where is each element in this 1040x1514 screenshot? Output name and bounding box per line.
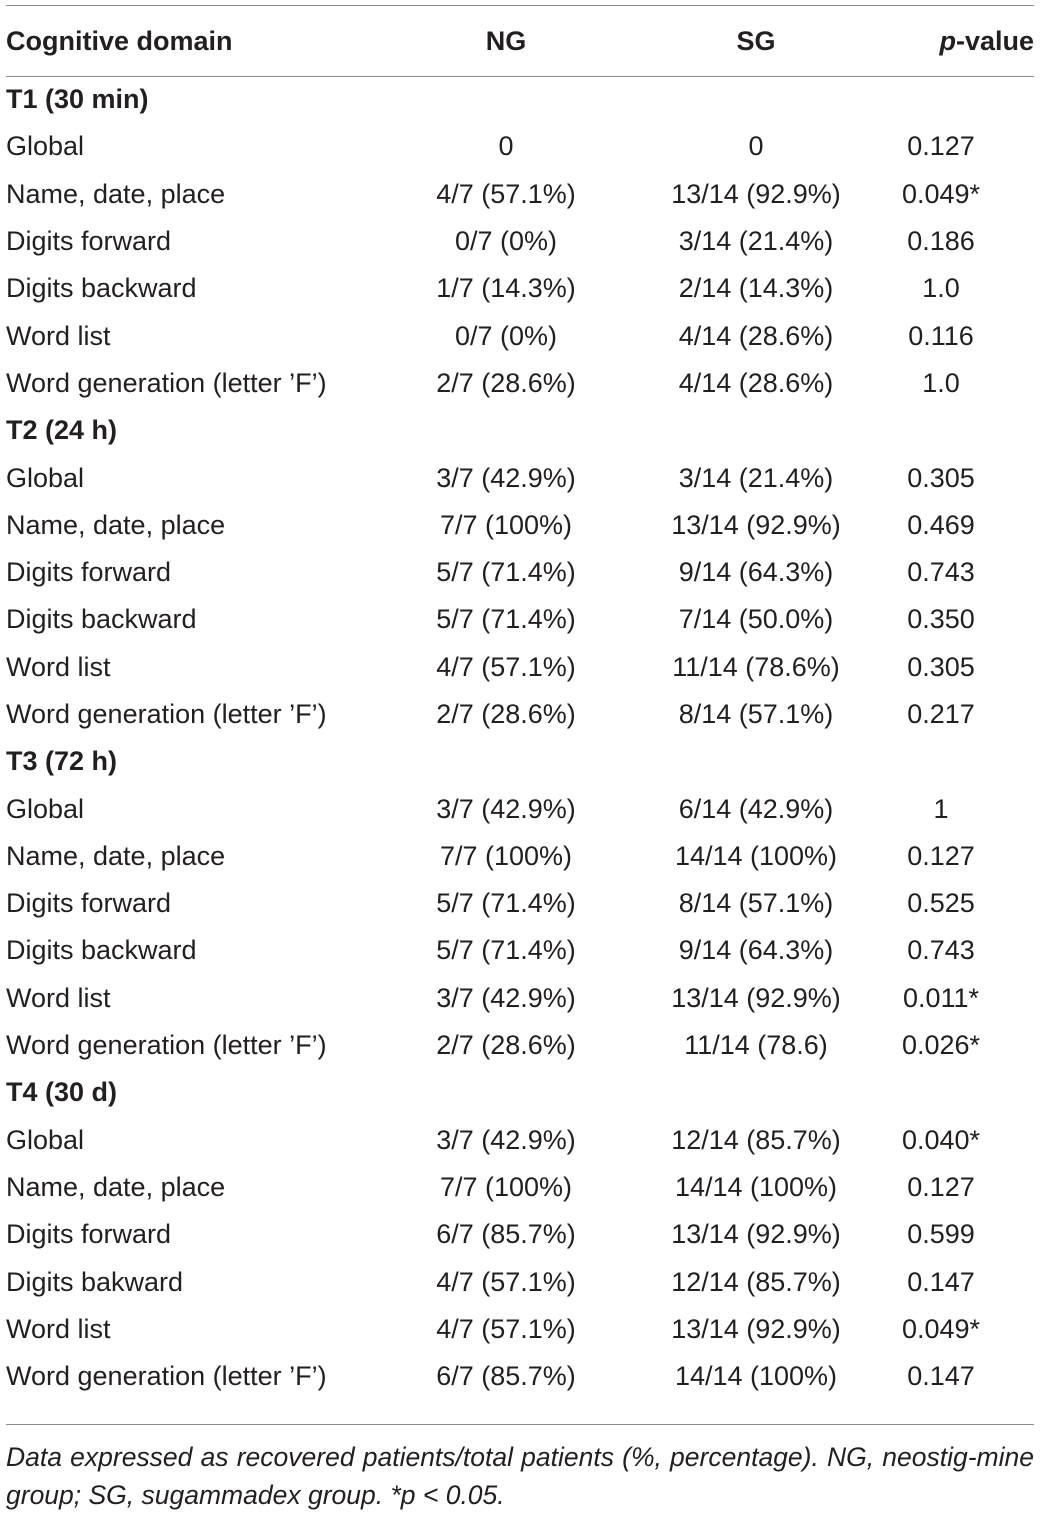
p-value-text: 0.011* (902, 982, 980, 1013)
table-row (6, 454, 1034, 501)
table-body (6, 76, 1034, 1400)
table-footnote: Data expressed as recovered patients/total patients (%, percentage). NG, neostig-mine group; SG, sugammadex group. *p < 0.05. (6, 1442, 1034, 1510)
cell-ng: 0/7 (0%) (454, 320, 558, 351)
cell-sg: 3/14 (21.4%) (678, 226, 834, 257)
cell-sg: 11/14 (78.6) (684, 1030, 828, 1061)
cell-domain: Word list (6, 1313, 111, 1344)
cell-domain: Digits backward (6, 604, 197, 635)
cell-p-value (896, 218, 1034, 265)
cell-ng: 4/7 (57.1%) (436, 1313, 576, 1344)
cell-sg: 13/14 (92.9%) (671, 982, 841, 1013)
cell-sg: 11/14 (78.6%) (672, 651, 840, 682)
cell-p-value (896, 454, 1034, 501)
cell-ng: 2/7 (28.6%) (436, 1030, 576, 1061)
cell-sg: 13/14 (92.9%) (671, 1219, 841, 1250)
cell-p-value (896, 1164, 1034, 1211)
cognitive-recovery-table (6, 6, 1034, 1400)
header-p-italic: p (939, 25, 956, 56)
cell-p-value (896, 880, 1034, 927)
table-row (6, 1117, 1034, 1164)
table-row (6, 312, 1034, 359)
cell-ng: 3/7 (42.9%) (436, 1124, 576, 1155)
table-row (6, 691, 1034, 738)
cell-domain: Digits bakward (6, 1266, 184, 1297)
cell-p-value (896, 123, 1034, 170)
p-value-text: 0.743 (907, 557, 975, 588)
p-value-text: 0.049* (901, 1313, 981, 1344)
p-value-text: 0.469 (907, 509, 975, 540)
cell-sg: 4/14 (28.6%) (678, 367, 834, 398)
cell-sg: 12/14 (85.7%) (671, 1124, 841, 1155)
cell-domain: Global (6, 793, 85, 824)
header-p-rest: -value (955, 25, 1034, 56)
table-row (6, 502, 1034, 549)
cell-ng: 6/7 (85.7%) (436, 1361, 576, 1392)
section-row (6, 738, 1034, 785)
p-value-text: 0.350 (907, 604, 975, 635)
cell-sg: 9/14 (64.3%) (678, 935, 834, 966)
cell-p-value (896, 1258, 1034, 1305)
cell-p-value (896, 360, 1034, 407)
cell-p-value (896, 171, 1034, 218)
cell-ng: 0/7 (0%) (454, 226, 558, 257)
table-row (6, 549, 1034, 596)
cell-sg: 9/14 (64.3%) (678, 557, 834, 588)
cell-sg: 14/14 (100%) (674, 1171, 838, 1202)
cell-sg: 14/14 (100%) (674, 840, 838, 871)
table-row (6, 1306, 1034, 1353)
cell-ng: 5/7 (71.4%) (436, 604, 576, 635)
cell-ng: 4/7 (57.1%) (436, 178, 576, 209)
p-value-text: 0.147 (907, 1266, 975, 1297)
table-row (6, 785, 1034, 832)
cell-domain: Global (6, 131, 85, 162)
p-value-text: 0.186 (907, 226, 975, 257)
cell-p-value (896, 312, 1034, 359)
cell-ng: 5/7 (71.4%) (436, 935, 576, 966)
cell-p-value (896, 1022, 1034, 1069)
cell-ng: 0 (498, 131, 514, 162)
cell-sg: 6/14 (42.9%) (678, 793, 834, 824)
cell-domain: Word generation (letter ’F’) (6, 699, 327, 729)
p-value-text: 0.040* (901, 1124, 981, 1155)
table-row (6, 360, 1034, 407)
section-row (6, 407, 1034, 454)
cell-p-value (896, 691, 1034, 738)
cell-sg: 2/14 (14.3%) (678, 273, 834, 304)
cell-ng: 5/7 (71.4%) (436, 557, 576, 588)
table-bottom-rule (6, 1424, 1034, 1425)
section-label: T4 (30 d) (6, 1077, 118, 1108)
table-row (6, 833, 1034, 880)
section-label: T2 (24 h) (6, 415, 118, 446)
p-value-text: 1.0 (922, 367, 960, 398)
cell-domain: Word list (6, 982, 111, 1013)
p-value-text: 0.026* (901, 1030, 981, 1061)
cell-p-value (896, 549, 1034, 596)
p-value-text: 0.305 (907, 651, 975, 682)
table-row (6, 218, 1034, 265)
cell-p-value (896, 833, 1034, 880)
table-row (6, 265, 1034, 312)
cell-ng: 4/7 (57.1%) (436, 1266, 576, 1297)
cell-domain: Digits forward (6, 1219, 172, 1250)
cell-domain: Word generation (letter ’F’) (6, 1361, 327, 1392)
p-value-text: 0.525 (907, 888, 975, 919)
cell-ng: 3/7 (42.9%) (436, 462, 576, 493)
cell-ng: 5/7 (71.4%) (436, 888, 576, 919)
section-label: T3 (72 h) (6, 746, 118, 777)
p-value-text: 0.116 (908, 320, 974, 351)
cell-domain: Digits forward (6, 226, 172, 257)
cell-domain: Word list (6, 320, 111, 351)
table-row (6, 880, 1034, 927)
cell-p-value (896, 785, 1034, 832)
cell-p-value (896, 1117, 1034, 1164)
section-label: T1 (30 min) (6, 84, 149, 115)
cell-domain: Digits forward (6, 888, 172, 919)
cell-domain: Global (6, 1124, 85, 1155)
cell-domain: Name, date, place (6, 1171, 226, 1202)
cell-sg: 0 (748, 131, 764, 162)
cell-sg: 13/14 (92.9%) (671, 1313, 841, 1344)
p-value-text: 1 (933, 793, 949, 824)
cell-sg: 8/14 (57.1%) (678, 888, 834, 919)
p-value-text: 0.599 (907, 1219, 975, 1250)
table-header-row (6, 6, 1034, 76)
header-sg: SG (736, 25, 776, 56)
cell-p-value (896, 975, 1034, 1022)
section-row (6, 76, 1034, 123)
cell-ng: 4/7 (57.1%) (436, 651, 576, 682)
table-row (6, 1164, 1034, 1211)
table-row (6, 644, 1034, 691)
cell-domain: Digits backward (6, 273, 197, 304)
cell-ng: 3/7 (42.9%) (436, 982, 576, 1013)
cell-sg: 3/14 (21.4%) (678, 462, 834, 493)
cell-ng: 3/7 (42.9%) (436, 793, 576, 824)
cell-sg: 7/14 (50.0%) (678, 604, 834, 635)
cell-sg: 4/14 (28.6%) (678, 320, 834, 351)
cell-domain: Word generation (letter ’F’) (6, 1030, 327, 1061)
cell-ng: 7/7 (100%) (439, 509, 573, 540)
table-row (6, 927, 1034, 974)
header-cognitive-domain: Cognitive domain (6, 25, 233, 56)
cell-sg: 14/14 (100%) (674, 1361, 838, 1392)
p-value-text: 0.147 (907, 1361, 975, 1392)
table-row (6, 1022, 1034, 1069)
header-ng: NG (485, 25, 527, 56)
p-value-text: 0.127 (907, 840, 975, 871)
cell-ng: 2/7 (28.6%) (436, 367, 576, 398)
p-value-text: 0.127 (907, 131, 975, 162)
cell-p-value (896, 1211, 1034, 1258)
header-p-value (896, 6, 1034, 76)
cell-p-value (896, 265, 1034, 312)
cell-ng: 7/7 (100%) (439, 1171, 573, 1202)
table-row (6, 596, 1034, 643)
cell-p-value (896, 502, 1034, 549)
cell-domain: Digits forward (6, 557, 172, 588)
cell-ng: 6/7 (85.7%) (436, 1219, 576, 1250)
cell-domain: Word list (6, 651, 111, 682)
cell-sg: 12/14 (85.7%) (671, 1266, 841, 1297)
cell-domain: Name, date, place (6, 840, 226, 871)
cell-ng: 7/7 (100%) (439, 840, 573, 871)
p-value-text: 0.305 (907, 462, 975, 493)
cell-sg: 8/14 (57.1%) (678, 699, 834, 729)
cell-p-value (896, 927, 1034, 974)
p-value-text: 1.0 (922, 273, 960, 304)
table-row (6, 1211, 1034, 1258)
cell-domain: Word generation (letter ’F’) (6, 367, 327, 398)
cell-p-value (896, 1353, 1034, 1400)
cell-ng: 1/7 (14.3%) (436, 273, 576, 304)
cell-ng: 2/7 (28.6%) (436, 699, 576, 729)
p-value-text: 0.217 (907, 699, 975, 729)
table-row (6, 123, 1034, 170)
table-row (6, 1353, 1034, 1400)
p-value-text: 0.049* (901, 178, 981, 209)
table-row (6, 171, 1034, 218)
p-value-text: 0.743 (907, 935, 975, 966)
cell-domain: Name, date, place (6, 178, 226, 209)
cell-domain: Name, date, place (6, 509, 226, 540)
cell-domain: Digits backward (6, 935, 197, 966)
cell-p-value (896, 1306, 1034, 1353)
table-row (6, 975, 1034, 1022)
cell-p-value (896, 644, 1034, 691)
section-row (6, 1069, 1034, 1116)
table-row (6, 1258, 1034, 1305)
cell-p-value (896, 596, 1034, 643)
p-value-text: 0.127 (907, 1171, 975, 1202)
cell-sg: 13/14 (92.9%) (671, 509, 841, 540)
cell-domain: Global (6, 462, 85, 493)
cell-sg: 13/14 (92.9%) (671, 178, 841, 209)
